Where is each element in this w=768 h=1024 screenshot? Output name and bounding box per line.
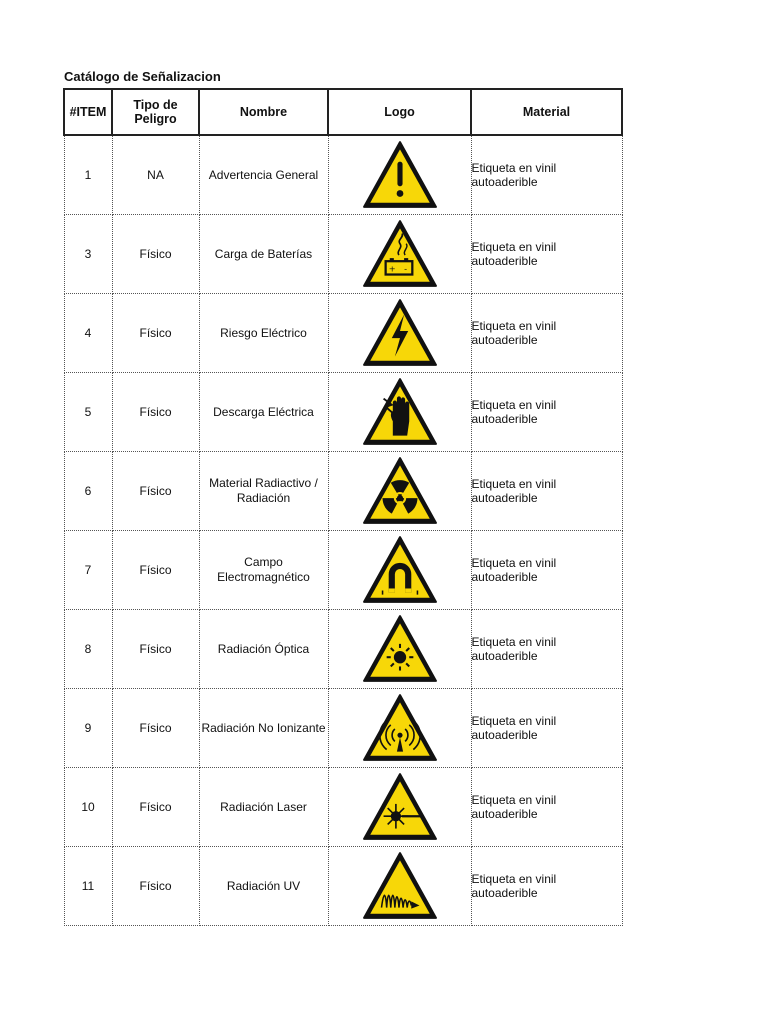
logo-cell	[328, 610, 471, 689]
item-number-cell: 8	[64, 610, 112, 689]
sign-name-cell: Radiación Óptica	[199, 610, 328, 689]
optical-radiation-warning-icon	[329, 613, 471, 685]
material-cell: Etiqueta en vinil autoaderible	[471, 215, 622, 294]
material-cell: Etiqueta en vinil autoaderible	[471, 610, 622, 689]
logo-cell	[328, 215, 471, 294]
sign-name-cell: Radiación Laser	[199, 768, 328, 847]
hazard-type-cell: Físico	[112, 531, 199, 610]
sign-name-cell: Material Radiactivo / Radiación	[199, 452, 328, 531]
table-row	[64, 452, 622, 531]
material-cell: Etiqueta en vinil autoaderible	[471, 689, 622, 768]
logo-cell	[328, 452, 471, 531]
svg-text:+: +	[388, 263, 396, 274]
item-number-cell: 11	[64, 847, 112, 926]
hazard-type-cell: Físico	[112, 452, 199, 531]
hazard-type-cell: Físico	[112, 294, 199, 373]
sign-name-cell: Radiación UV	[199, 847, 328, 926]
sign-name-cell: Riesgo Eléctrico	[199, 294, 328, 373]
column-header-item: #ITEM	[64, 89, 112, 135]
column-header-material: Material	[471, 89, 622, 135]
item-number-cell: 7	[64, 531, 112, 610]
logo-cell	[328, 689, 471, 768]
item-number-cell: 5	[64, 373, 112, 452]
material-cell: Etiqueta en vinil autoaderible	[471, 768, 622, 847]
radioactive-warning-icon	[329, 455, 471, 527]
logo-cell	[328, 531, 471, 610]
table-row	[64, 689, 622, 768]
sign-name-cell: Carga de Baterías	[199, 215, 328, 294]
logo-cell	[328, 294, 471, 373]
hazard-type-cell: Físico	[112, 689, 199, 768]
column-header-logo: Logo	[328, 89, 471, 135]
magnetic-field-warning-icon	[329, 534, 471, 606]
electric-shock-hand-warning-icon	[329, 376, 471, 448]
column-header-nombre: Nombre	[199, 89, 328, 135]
table-row	[64, 215, 622, 294]
table-row	[64, 531, 622, 610]
hazard-type-cell: Físico	[112, 847, 199, 926]
column-header-tipo: Tipo de Peligro	[112, 89, 199, 135]
material-cell: Etiqueta en vinil autoaderible	[471, 294, 622, 373]
item-number-cell: 6	[64, 452, 112, 531]
logo-cell	[328, 373, 471, 452]
material-cell: Etiqueta en vinil autoaderible	[471, 847, 622, 926]
item-number-cell: 4	[64, 294, 112, 373]
table-row	[64, 847, 622, 926]
table-row	[64, 610, 622, 689]
hazard-type-cell: Físico	[112, 215, 199, 294]
material-cell: Etiqueta en vinil autoaderible	[471, 373, 622, 452]
logo-cell	[328, 768, 471, 847]
sign-name-cell: Radiación No Ionizante	[199, 689, 328, 768]
item-number-cell: 10	[64, 768, 112, 847]
table-row	[64, 135, 622, 215]
hazard-type-cell: Físico	[112, 768, 199, 847]
table-row	[64, 294, 622, 373]
uv-radiation-warning-icon	[329, 850, 471, 922]
material-cell: Etiqueta en vinil autoaderible	[471, 452, 622, 531]
non-ionizing-radiation-warning-icon	[329, 692, 471, 764]
logo-cell	[328, 135, 471, 215]
svg-text:-: -	[403, 263, 407, 274]
material-cell: Etiqueta en vinil autoaderible	[471, 531, 622, 610]
exclamation-warning-icon	[329, 139, 471, 211]
hazard-type-cell: NA	[112, 135, 199, 215]
material-cell: Etiqueta en vinil autoaderible	[471, 135, 622, 215]
battery-charging-warning-icon	[329, 218, 471, 290]
table-row	[64, 768, 622, 847]
laser-radiation-warning-icon	[329, 771, 471, 843]
page-title: Catálogo de Señalizacion	[64, 69, 221, 84]
hazard-type-cell: Físico	[112, 610, 199, 689]
hazard-type-cell: Físico	[112, 373, 199, 452]
item-number-cell: 1	[64, 135, 112, 215]
item-number-cell: 3	[64, 215, 112, 294]
sign-name-cell: Advertencia General	[199, 135, 328, 215]
electric-bolt-warning-icon	[329, 297, 471, 369]
sign-name-cell: Campo Electromagnético	[199, 531, 328, 610]
table-row	[64, 373, 622, 452]
item-number-cell: 9	[64, 689, 112, 768]
header-row	[64, 89, 622, 135]
logo-cell	[328, 847, 471, 926]
sign-name-cell: Descarga Eléctrica	[199, 373, 328, 452]
signage-catalog-table	[63, 88, 623, 926]
